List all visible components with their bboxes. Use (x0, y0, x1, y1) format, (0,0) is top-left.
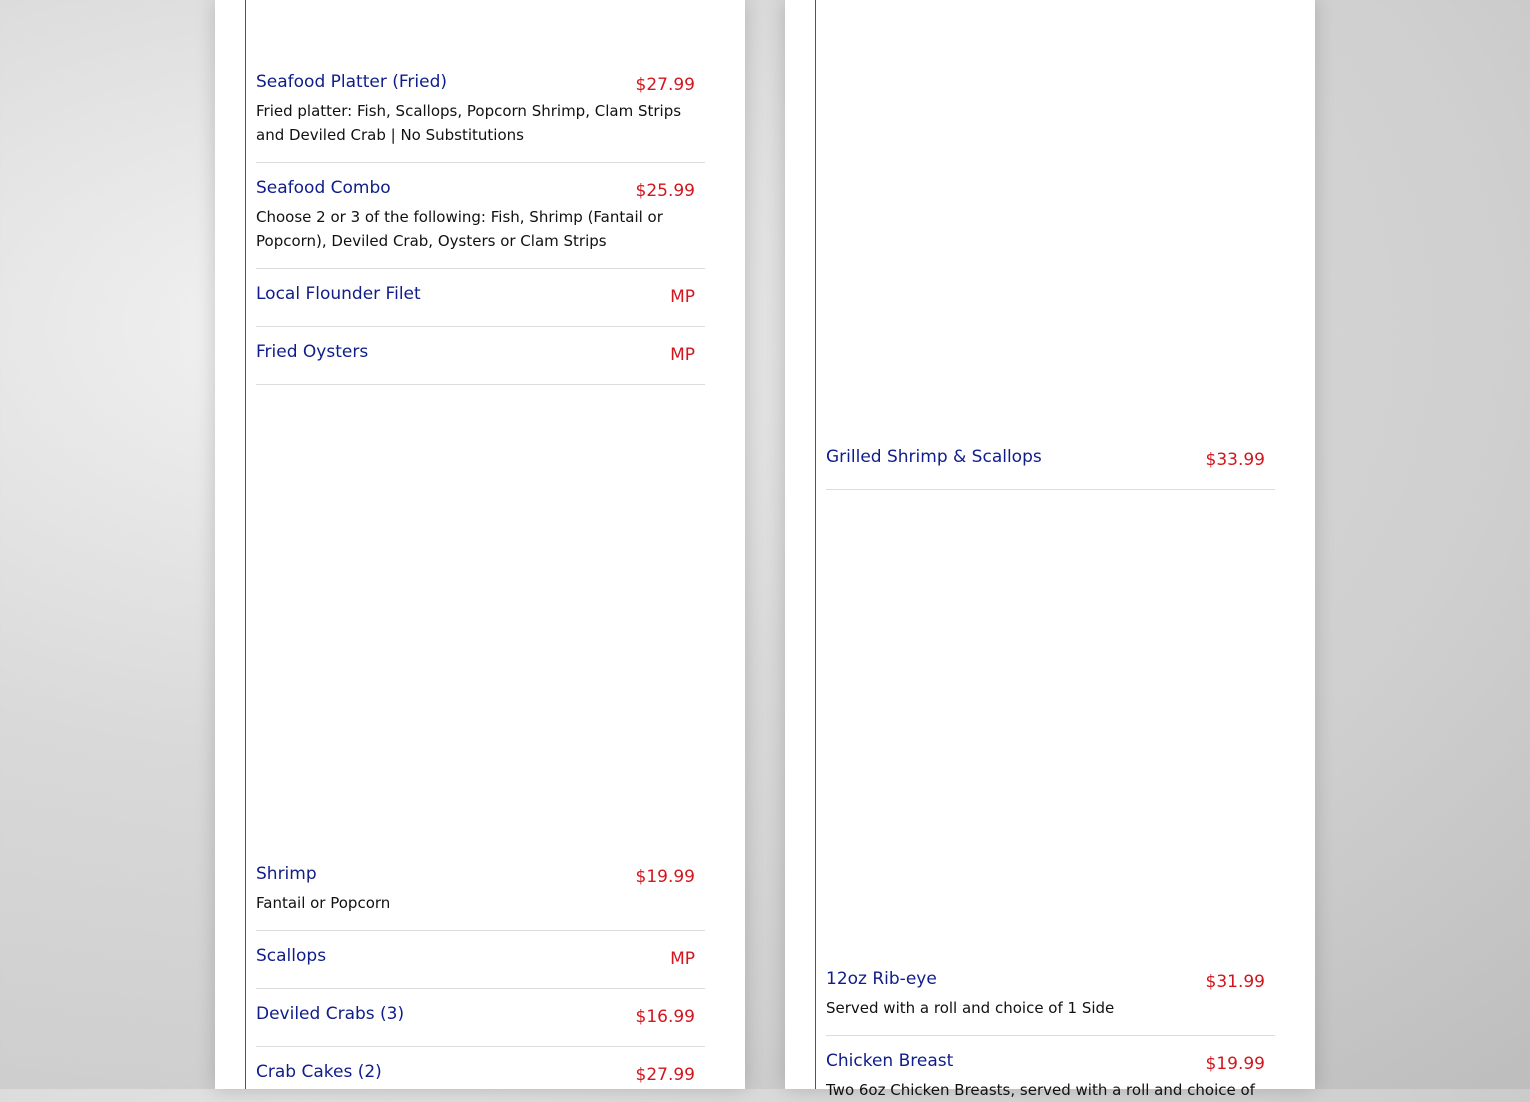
menu-panel-left (215, 0, 745, 1089)
item-price: $31.99 (1205, 972, 1265, 992)
item-price: MP (670, 345, 695, 365)
item-name: 12oz Rib-eye (826, 969, 937, 989)
item-description: Served with a roll and choice of 1 Side (826, 999, 1115, 1017)
menu-item (826, 968, 1275, 1036)
item-price: MP (670, 287, 695, 307)
item-name: Fried Oysters (256, 342, 369, 362)
item-price: MP (670, 949, 695, 969)
menu-item (256, 1003, 705, 1047)
menu-item (256, 341, 705, 385)
item-name: Seafood Platter (Fried) (256, 72, 447, 92)
item-price: $27.99 (635, 1065, 695, 1085)
item-name: Shrimp (256, 864, 317, 884)
menu-item (256, 1061, 705, 1089)
menu-item (826, 1050, 1275, 1099)
item-name: Seafood Combo (256, 178, 391, 198)
item-price: $19.99 (635, 867, 695, 887)
menu-panel-right (785, 0, 1315, 1099)
item-name: Crab Cakes (2) (256, 1062, 382, 1082)
item-price: $25.99 (635, 181, 695, 201)
item-price: $33.99 (1205, 450, 1265, 470)
item-description: Fantail or Popcorn (256, 894, 391, 912)
menu-item (256, 283, 705, 327)
item-name: Local Flounder Filet (256, 284, 421, 304)
item-price: $16.99 (635, 1007, 695, 1027)
item-name: Chicken Breast (826, 1051, 954, 1071)
menu-item (256, 177, 705, 269)
panel-rule-left (245, 0, 246, 1089)
item-name: Deviled Crabs (3) (256, 1004, 405, 1024)
panel-rule-right (815, 0, 816, 1089)
menu-item (256, 71, 705, 163)
menu-item (256, 945, 705, 989)
menu-item (256, 863, 705, 931)
item-description: Choose 2 or 3 of the following: Fish, Shrimp (Fantail or Popcorn), Deviled Crab, Oysters or Clam Strips (256, 208, 663, 250)
item-price: $19.99 (1205, 1054, 1265, 1074)
item-description: Two 6oz Chicken Breasts, served with a roll and choice of (826, 1081, 1255, 1099)
item-description: Fried platter: Fish, Scallops, Popcorn Shrimp, Clam Strips and Deviled Crab | No Substitutions (256, 102, 682, 144)
menu-item (826, 446, 1275, 490)
item-price: $27.99 (635, 75, 695, 95)
item-name: Grilled Shrimp & Scallops (826, 447, 1042, 467)
item-name: Scallops (256, 946, 327, 966)
